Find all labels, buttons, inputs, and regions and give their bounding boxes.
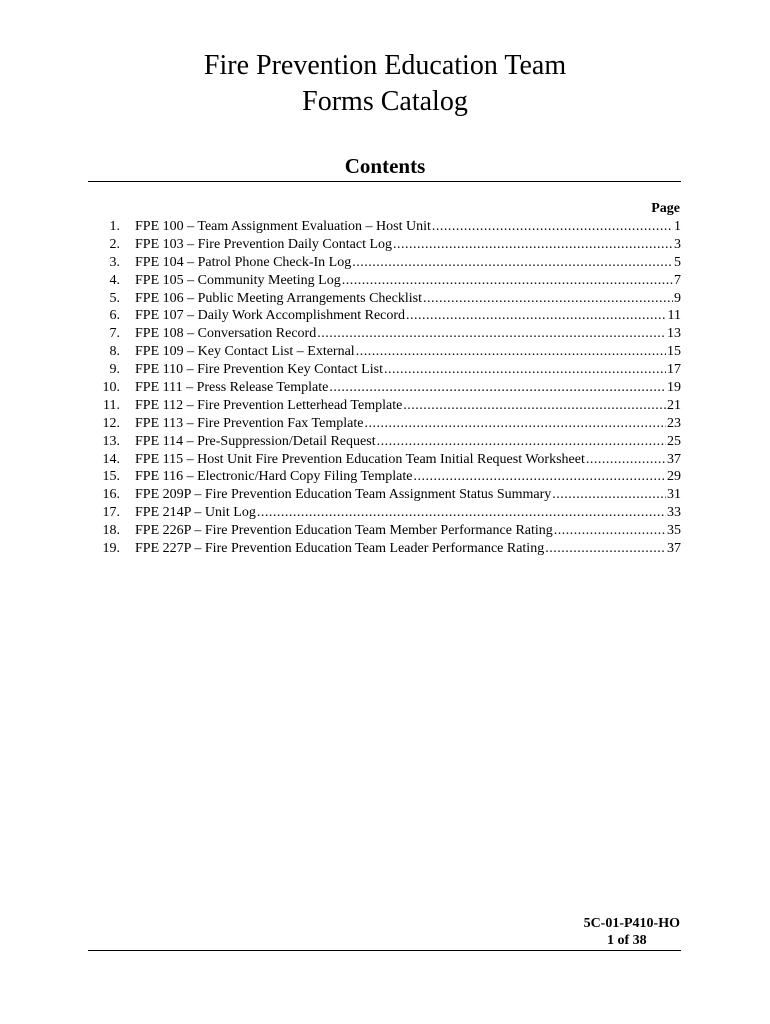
toc-entry[interactable] xyxy=(88,361,681,379)
toc-entry-number: 14. xyxy=(102,451,120,467)
toc-entry[interactable] xyxy=(88,486,681,504)
toc-entry-title: FPE 107 – Daily Work Accomplishment Record xyxy=(135,308,406,324)
toc-entry-title: FPE 226P – Fire Prevention Education Team Member Performance Rating xyxy=(135,523,553,539)
toc-entry-title: FPE 103 – Fire Prevention Daily Contact Log xyxy=(135,236,393,252)
toc-entry[interactable] xyxy=(88,522,681,540)
toc-leader-dots xyxy=(377,433,666,451)
title-line-2: Forms Catalog xyxy=(302,86,468,117)
page-number: 1 of 38 xyxy=(606,933,647,948)
toc-entry[interactable] xyxy=(88,540,681,558)
toc-entry-number: 18. xyxy=(102,523,120,539)
table-of-contents xyxy=(88,218,681,558)
toc-entry-title: FPE 114 – Pre-Suppression/Detail Request xyxy=(135,433,376,449)
toc-entry-title: FPE 209P – Fire Prevention Education Team Assignment Status Summary xyxy=(135,487,552,503)
toc-entry-title: FPE 227P – Fire Prevention Education Team Leader Performance Rating xyxy=(135,541,545,557)
toc-entry-number: 6. xyxy=(109,308,120,324)
page-column-label: Page xyxy=(651,201,680,216)
toc-entry-page: 35 xyxy=(667,523,681,539)
toc-entry-number: 8. xyxy=(109,344,120,360)
toc-entry-title: FPE 106 – Public Meeting Arrangements Checklist xyxy=(135,290,422,306)
toc-entry-title: FPE 100 – Team Assignment Evaluation – Host Unit xyxy=(135,219,431,234)
toc-entry-page: 29 xyxy=(667,469,681,485)
toc-entry-page: 23 xyxy=(667,415,681,431)
toc-entry-number: 19. xyxy=(102,541,120,557)
toc-entry[interactable] xyxy=(88,325,681,343)
toc-entry[interactable] xyxy=(88,379,681,397)
toc-leader-dots xyxy=(545,540,666,558)
toc-leader-dots xyxy=(393,236,673,254)
toc-entry-number: 4. xyxy=(109,272,120,288)
document-code: 5C-01-P410-HO xyxy=(583,916,680,931)
toc-leader-dots xyxy=(552,486,666,504)
toc-entry-title: FPE 105 – Community Meeting Log xyxy=(135,272,341,288)
toc-entry-number: 17. xyxy=(102,505,120,521)
toc-entry-number: 10. xyxy=(102,380,120,396)
toc-leader-dots xyxy=(406,307,666,325)
toc-leader-dots xyxy=(432,218,673,236)
toc-entry[interactable] xyxy=(88,451,681,469)
toc-entry-page: 25 xyxy=(667,433,681,449)
toc-leader-dots xyxy=(554,522,666,540)
toc-leader-dots xyxy=(423,290,673,308)
toc-entry-page: 3 xyxy=(674,236,681,252)
toc-entry[interactable] xyxy=(88,236,681,254)
toc-entry-title: FPE 104 – Patrol Phone Check-In Log xyxy=(135,254,352,270)
toc-entry[interactable] xyxy=(88,272,681,290)
toc-entry-title: FPE 113 – Fire Prevention Fax Template xyxy=(135,415,364,431)
toc-entry-number: 9. xyxy=(109,362,120,378)
toc-entry-number: 13. xyxy=(102,433,120,449)
toc-entry-page: 9 xyxy=(674,290,681,306)
toc-entry-number: 5. xyxy=(109,290,120,306)
document-title xyxy=(0,48,770,120)
toc-leader-dots xyxy=(342,272,673,290)
toc-leader-dots xyxy=(586,451,666,469)
toc-entry-page: 1 xyxy=(674,219,681,234)
toc-entry-title: FPE 110 – Fire Prevention Key Contact List xyxy=(135,362,383,378)
toc-entry-number: 3. xyxy=(109,254,120,270)
toc-entry[interactable] xyxy=(88,504,681,522)
toc-entry-page: 7 xyxy=(674,272,681,288)
top-divider xyxy=(88,181,681,182)
toc-entry-page: 33 xyxy=(667,505,681,521)
toc-leader-dots xyxy=(356,343,666,361)
toc-entry[interactable] xyxy=(88,415,681,433)
toc-entry-title: FPE 108 – Conversation Record xyxy=(135,326,317,342)
toc-leader-dots xyxy=(413,468,666,486)
toc-entry-page: 19 xyxy=(667,380,681,396)
title-line-1: Fire Prevention Education Team xyxy=(203,50,567,81)
toc-entry-page: 13 xyxy=(667,326,681,342)
toc-entry[interactable] xyxy=(88,307,681,325)
toc-entry[interactable] xyxy=(88,433,681,451)
toc-leader-dots xyxy=(384,361,666,379)
toc-entry-page: 11 xyxy=(667,308,681,324)
toc-entry-page: 15 xyxy=(667,344,681,360)
toc-entry-page: 37 xyxy=(667,451,681,467)
toc-entry-number: 11. xyxy=(103,397,120,413)
toc-entry-number: 16. xyxy=(102,487,120,503)
toc-entry-title: FPE 214P – Unit Log xyxy=(135,505,256,521)
toc-entry-title: FPE 112 – Fire Prevention Letterhead Template xyxy=(135,397,403,413)
toc-entry[interactable] xyxy=(88,343,681,361)
toc-entry-title: FPE 109 – Key Contact List – External xyxy=(135,344,355,360)
toc-leader-dots xyxy=(364,415,666,433)
toc-entry[interactable] xyxy=(88,218,681,236)
toc-entry-number: 7. xyxy=(109,326,120,342)
toc-entry-number: 2. xyxy=(109,236,120,252)
toc-entry-title: FPE 111 – Press Release Template xyxy=(135,380,329,396)
toc-entry-title: FPE 116 – Electronic/Hard Copy Filing Template xyxy=(135,469,413,485)
toc-entry-page: 5 xyxy=(674,254,681,270)
contents-heading: Contents xyxy=(344,154,426,178)
toc-leader-dots xyxy=(352,254,673,272)
toc-entry[interactable] xyxy=(88,468,681,486)
toc-entry[interactable] xyxy=(88,254,681,272)
toc-entry-page: 37 xyxy=(667,541,681,557)
toc-leader-dots xyxy=(257,504,666,522)
toc-leader-dots xyxy=(317,325,666,343)
toc-entry-page: 31 xyxy=(667,487,681,503)
toc-entry-number: 15. xyxy=(102,469,120,485)
page-footer xyxy=(584,915,680,949)
toc-entry-page: 21 xyxy=(667,397,681,413)
toc-leader-dots xyxy=(329,379,666,397)
bottom-divider xyxy=(88,950,681,951)
toc-leader-dots xyxy=(403,397,666,415)
toc-entry-page: 17 xyxy=(667,362,681,378)
toc-entry-number: 1. xyxy=(109,219,120,234)
toc-entry-title: FPE 115 – Host Unit Fire Prevention Education Team Initial Request Worksheet xyxy=(135,451,585,467)
toc-entry[interactable] xyxy=(88,290,681,308)
toc-entry[interactable] xyxy=(88,397,681,415)
toc-entry-number: 12. xyxy=(102,415,120,431)
